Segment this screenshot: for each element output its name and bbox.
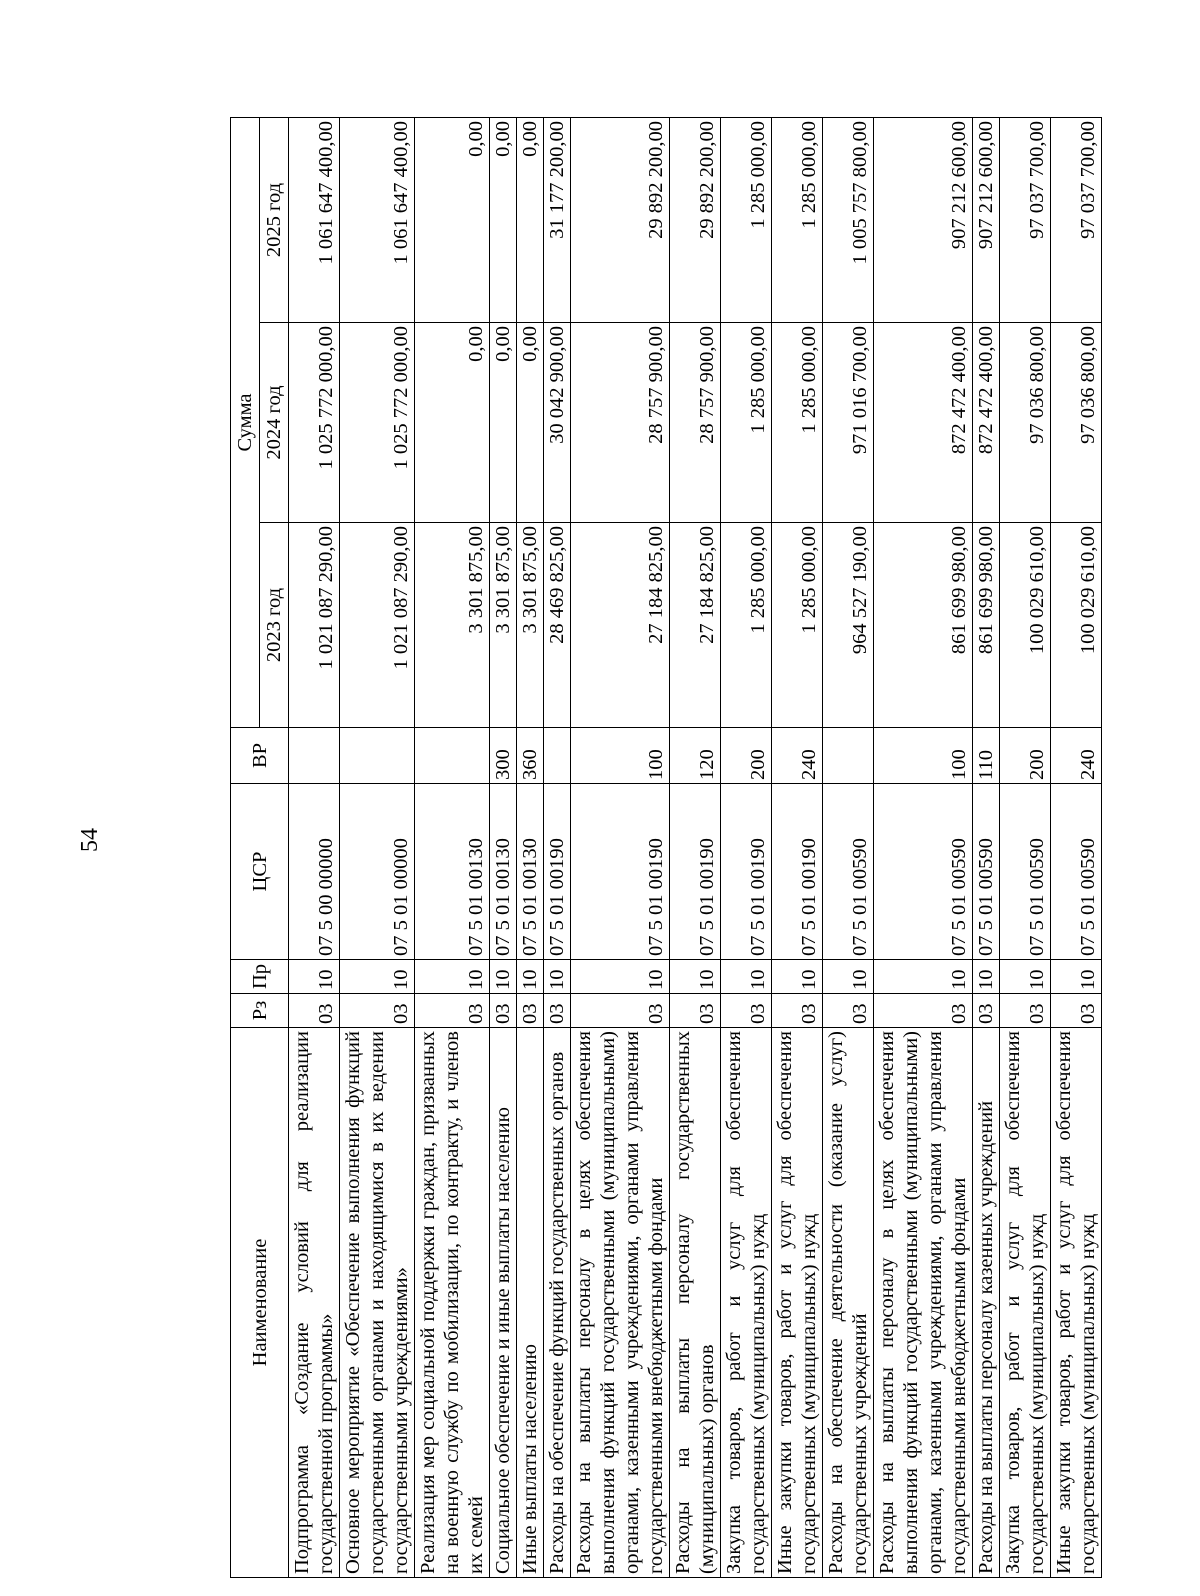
table-row: [517, 118, 544, 1578]
row-sum-2024-cell: 0,00: [490, 323, 517, 523]
row-vr-cell: 120: [670, 728, 721, 784]
row-sum-2023-cell: 1 285 000,00: [721, 523, 772, 728]
row-sum-2025-cell: 1 285 000,00: [721, 118, 772, 323]
row-vr-cell: [823, 728, 874, 784]
row-rz-cell: 03: [823, 994, 874, 1028]
row-csr-cell: 07 5 01 00130: [490, 784, 517, 960]
row-sum-2023-cell: 861 699 980,00: [973, 523, 1000, 728]
row-pr-cell: 10: [874, 960, 973, 994]
table-row: [823, 118, 874, 1578]
row-sum-2023-cell: 100 029 610,00: [1000, 523, 1051, 728]
row-sum-2024-cell: 0,00: [517, 323, 544, 523]
row-sum-2025-cell: 31 177 200,00: [544, 118, 571, 323]
row-name-cell: Расходы на выплаты персоналу в целях обеспечения выполнения функций государственными (муниципальными) органами, казенными учреждениями, органами управления государственными внебюджетными фондами: [874, 1028, 973, 1578]
header-csr: ЦСР: [231, 784, 289, 960]
row-sum-2025-cell: 29 892 200,00: [670, 118, 721, 323]
table-row: [670, 118, 721, 1578]
header-pr: Пр: [231, 960, 289, 994]
row-rz-cell: 03: [415, 994, 490, 1028]
row-sum-2024-cell: 872 472 400,00: [874, 323, 973, 523]
row-sum-2025-cell: 0,00: [490, 118, 517, 323]
rotated-table-container: [230, 118, 1099, 1578]
row-sum-2025-cell: 1 005 757 800,00: [823, 118, 874, 323]
row-csr-cell: 07 5 01 00190: [571, 784, 670, 960]
row-sum-2025-cell: 29 892 200,00: [571, 118, 670, 323]
row-sum-2023-cell: 1 285 000,00: [772, 523, 823, 728]
row-csr-cell: 07 5 01 00190: [772, 784, 823, 960]
row-rz-cell: 03: [490, 994, 517, 1028]
row-rz-cell: 03: [571, 994, 670, 1028]
table-header: [231, 118, 289, 1578]
row-name-cell: Расходы на выплаты персоналу в целях обеспечения выполнения функций государственными (муниципальными) органами, казенными учреждениями, органами управления государственными внебюджетными фондами: [571, 1028, 670, 1578]
row-sum-2024-cell: 971 016 700,00: [823, 323, 874, 523]
table-row: [1051, 118, 1102, 1578]
row-sum-2024-cell: 1 285 000,00: [772, 323, 823, 523]
row-pr-cell: 10: [517, 960, 544, 994]
row-pr-cell: 10: [340, 960, 415, 994]
row-sum-2023-cell: 1 021 087 290,00: [289, 523, 340, 728]
row-pr-cell: 10: [490, 960, 517, 994]
table-row: [340, 118, 415, 1578]
row-rz-cell: 03: [874, 994, 973, 1028]
row-rz-cell: 03: [973, 994, 1000, 1028]
row-sum-2024-cell: 28 757 900,00: [670, 323, 721, 523]
row-vr-cell: [415, 728, 490, 784]
row-sum-2025-cell: 1 061 647 400,00: [340, 118, 415, 323]
table-row: [721, 118, 772, 1578]
row-sum-2023-cell: 3 301 875,00: [415, 523, 490, 728]
row-sum-2023-cell: 3 301 875,00: [517, 523, 544, 728]
row-csr-cell: 07 5 01 00190: [721, 784, 772, 960]
row-sum-2025-cell: 907 212 600,00: [973, 118, 1000, 323]
row-rz-cell: 03: [1000, 994, 1051, 1028]
row-vr-cell: 240: [1051, 728, 1102, 784]
row-sum-2023-cell: 100 029 610,00: [1051, 523, 1102, 728]
row-name-cell: Иные выплаты населению: [517, 1028, 544, 1578]
row-sum-2025-cell: 1 285 000,00: [772, 118, 823, 323]
row-sum-2024-cell: 0,00: [415, 323, 490, 523]
row-vr-cell: [289, 728, 340, 784]
table-row: [874, 118, 973, 1578]
row-csr-cell: 07 5 01 00130: [517, 784, 544, 960]
row-pr-cell: 10: [415, 960, 490, 994]
header-rz: Рз: [231, 994, 289, 1028]
row-vr-cell: 110: [973, 728, 1000, 784]
row-vr-cell: 240: [772, 728, 823, 784]
row-name-cell: Подпрограмма «Создание условий для реализации государственной программы»: [289, 1028, 340, 1578]
row-csr-cell: 07 5 01 00000: [340, 784, 415, 960]
row-sum-2024-cell: 1 285 000,00: [721, 323, 772, 523]
header-year-2023: 2023 год: [260, 523, 289, 728]
row-sum-2025-cell: 1 061 647 400,00: [289, 118, 340, 323]
row-sum-2024-cell: 30 042 900,00: [544, 323, 571, 523]
row-vr-cell: 200: [721, 728, 772, 784]
row-rz-cell: 03: [772, 994, 823, 1028]
row-rz-cell: 03: [340, 994, 415, 1028]
header-vr: ВР: [231, 728, 289, 784]
table-row: [571, 118, 670, 1578]
row-vr-cell: [340, 728, 415, 784]
header-year-2024: 2024 год: [260, 323, 289, 523]
row-vr-cell: 100: [571, 728, 670, 784]
row-csr-cell: 07 5 01 00590: [1000, 784, 1051, 960]
row-csr-cell: 07 5 01 00130: [415, 784, 490, 960]
row-name-cell: Иные закупки товаров, работ и услуг для обеспечения государственных (муниципальных) нужд: [1051, 1028, 1102, 1578]
row-sum-2025-cell: 0,00: [517, 118, 544, 323]
row-sum-2024-cell: 1 025 772 000,00: [289, 323, 340, 523]
table-row: [544, 118, 571, 1578]
table-row: [772, 118, 823, 1578]
row-vr-cell: [544, 728, 571, 784]
row-name-cell: Закупка товаров, работ и услуг для обеспечения государственных (муниципальных) нужд: [721, 1028, 772, 1578]
row-vr-cell: 100: [874, 728, 973, 784]
row-name-cell: Расходы на обеспечение деятельности (оказание услуг) государственных учреждений: [823, 1028, 874, 1578]
row-sum-2023-cell: 964 527 190,00: [823, 523, 874, 728]
row-name-cell: Закупка товаров, работ и услуг для обеспечения государственных (муниципальных) нужд: [1000, 1028, 1051, 1578]
row-sum-2023-cell: 28 469 825,00: [544, 523, 571, 728]
row-pr-cell: 10: [289, 960, 340, 994]
row-csr-cell: 07 5 01 00190: [544, 784, 571, 960]
row-pr-cell: 10: [823, 960, 874, 994]
row-vr-cell: 200: [1000, 728, 1051, 784]
row-sum-2024-cell: 872 472 400,00: [973, 323, 1000, 523]
row-sum-2024-cell: 28 757 900,00: [571, 323, 670, 523]
row-sum-2023-cell: 861 699 980,00: [874, 523, 973, 728]
row-pr-cell: 10: [571, 960, 670, 994]
header-name: Наименование: [231, 1028, 289, 1578]
row-rz-cell: 03: [670, 994, 721, 1028]
row-csr-cell: 07 5 01 00590: [874, 784, 973, 960]
table-row: [973, 118, 1000, 1578]
row-pr-cell: 10: [772, 960, 823, 994]
row-name-cell: Реализация мер социальной поддержки граждан, призванных на военную службу по мобилизации, по контракту, и членов их семей: [415, 1028, 490, 1578]
page-number: 54: [77, 828, 103, 852]
row-csr-cell: 07 5 00 00000: [289, 784, 340, 960]
row-rz-cell: 03: [544, 994, 571, 1028]
row-name-cell: Расходы на выплаты персоналу государственных (муниципальных) органов: [670, 1028, 721, 1578]
row-pr-cell: 10: [670, 960, 721, 994]
row-sum-2023-cell: 27 184 825,00: [670, 523, 721, 728]
row-csr-cell: 07 5 01 00590: [1051, 784, 1102, 960]
table-row: [289, 118, 340, 1578]
row-sum-2023-cell: 3 301 875,00: [490, 523, 517, 728]
table-row: [415, 118, 490, 1578]
row-vr-cell: 300: [490, 728, 517, 784]
row-name-cell: Иные закупки товаров, работ и услуг для обеспечения государственных (муниципальных) нужд: [772, 1028, 823, 1578]
row-name-cell: Расходы на выплаты персоналу казенных учреждений: [973, 1028, 1000, 1578]
row-name-cell: Социальное обеспечение и иные выплаты населению: [490, 1028, 517, 1578]
row-name-cell: Расходы на обеспечение функций государственных органов: [544, 1028, 571, 1578]
row-sum-2025-cell: 97 037 700,00: [1051, 118, 1102, 323]
row-pr-cell: 10: [721, 960, 772, 994]
row-rz-cell: 03: [1051, 994, 1102, 1028]
header-year-2025: 2025 год: [260, 118, 289, 323]
budget-table: [230, 117, 1102, 1578]
row-sum-2025-cell: 907 212 600,00: [874, 118, 973, 323]
row-sum-2025-cell: 0,00: [415, 118, 490, 323]
row-sum-2023-cell: 1 021 087 290,00: [340, 523, 415, 728]
table-row: [490, 118, 517, 1578]
row-pr-cell: 10: [544, 960, 571, 994]
row-name-cell: Основное мероприятие «Обеспечение выполнения функций государственными органами и находящимися в их ведении государственными учреждениями»: [340, 1028, 415, 1578]
row-sum-2025-cell: 97 037 700,00: [1000, 118, 1051, 323]
row-pr-cell: 10: [1051, 960, 1102, 994]
table-row: [1000, 118, 1051, 1578]
row-sum-2024-cell: 1 025 772 000,00: [340, 323, 415, 523]
row-csr-cell: 07 5 01 00190: [670, 784, 721, 960]
row-rz-cell: 03: [289, 994, 340, 1028]
row-rz-cell: 03: [517, 994, 544, 1028]
row-rz-cell: 03: [721, 994, 772, 1028]
header-sum: Сумма: [231, 118, 260, 728]
row-sum-2023-cell: 27 184 825,00: [571, 523, 670, 728]
row-sum-2024-cell: 97 036 800,00: [1000, 323, 1051, 523]
row-sum-2024-cell: 97 036 800,00: [1051, 323, 1102, 523]
table-body: [289, 118, 1102, 1578]
row-pr-cell: 10: [1000, 960, 1051, 994]
row-vr-cell: 360: [517, 728, 544, 784]
row-csr-cell: 07 5 01 00590: [973, 784, 1000, 960]
row-pr-cell: 10: [973, 960, 1000, 994]
row-csr-cell: 07 5 01 00590: [823, 784, 874, 960]
